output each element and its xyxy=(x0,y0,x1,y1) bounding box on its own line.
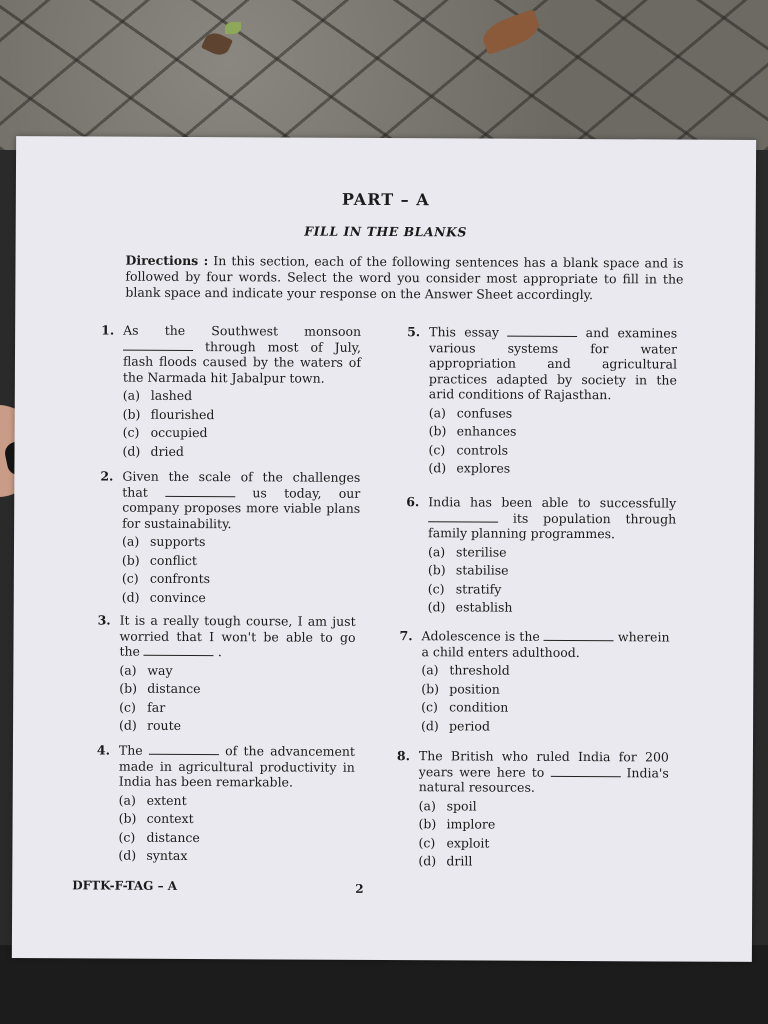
question-7 xyxy=(399,628,670,734)
question-number: 6. xyxy=(406,494,420,510)
directions-label: Directions : xyxy=(125,252,209,269)
answer-blank xyxy=(165,485,235,496)
question-number: 5. xyxy=(407,324,421,340)
directions-paragraph xyxy=(125,253,683,304)
option-label: (a) xyxy=(428,404,446,420)
answer-blank xyxy=(544,630,614,641)
option-c xyxy=(96,829,354,846)
option-text: condition xyxy=(449,699,509,715)
question-2 xyxy=(100,469,361,606)
option-label: (d) xyxy=(421,717,439,733)
question-text-before-blank: Adolescence is the xyxy=(421,628,540,644)
option-text: spoil xyxy=(446,797,477,813)
option-text: controls xyxy=(456,441,509,458)
question-text-after-blank: India's natural resources. xyxy=(418,764,669,795)
option-label: (b) xyxy=(418,816,437,832)
option-d xyxy=(97,718,355,735)
option-a xyxy=(406,544,676,561)
option-label: (a) xyxy=(121,533,140,549)
question-stem xyxy=(100,469,360,532)
option-label: (a) xyxy=(418,797,436,813)
page-content xyxy=(12,136,756,962)
dry-leaf xyxy=(479,9,543,55)
question-stem xyxy=(406,494,676,542)
exam-page xyxy=(12,136,756,962)
question-number: 2. xyxy=(100,468,114,484)
option-text: distance xyxy=(147,680,201,697)
question-8 xyxy=(396,748,669,870)
question-text-after-blank: of the advancement made in agricultural productivity in India has been remarkable. xyxy=(118,743,355,790)
question-number: 8. xyxy=(396,748,411,764)
option-label: (d) xyxy=(427,599,446,615)
option-text: exploit xyxy=(446,834,490,851)
option-a xyxy=(97,662,355,679)
option-label: (b) xyxy=(122,406,141,422)
option-label: (d) xyxy=(118,847,137,863)
option-label: (a) xyxy=(421,662,439,678)
option-b xyxy=(97,810,355,827)
option-label: (d) xyxy=(428,460,447,476)
option-label: (c) xyxy=(421,699,438,715)
option-label: (a) xyxy=(119,662,137,678)
question-text-before-blank: The xyxy=(118,742,143,758)
option-label: (c) xyxy=(427,580,445,596)
option-b xyxy=(407,423,677,440)
option-a xyxy=(100,534,360,551)
question-4 xyxy=(96,742,355,864)
option-label: (a) xyxy=(427,543,446,559)
option-text: supports xyxy=(149,533,206,550)
answer-blank xyxy=(144,645,214,656)
option-text: enhances xyxy=(456,423,517,439)
option-a xyxy=(97,792,355,809)
question-number: 1. xyxy=(101,322,115,338)
option-label: (d) xyxy=(121,589,140,605)
option-c xyxy=(100,571,360,588)
option-label: (d) xyxy=(418,853,437,869)
question-text-before-blank: The British who ruled India for 200 years were here to xyxy=(418,748,669,780)
option-b xyxy=(100,552,360,569)
question-text-before-blank: As the Southwest monsoon xyxy=(123,322,362,339)
question-text-before-blank: It is a really tough course, I am just worried that I won't be able to go the xyxy=(119,612,356,659)
option-c xyxy=(101,425,361,442)
option-label: (c) xyxy=(119,699,136,715)
question-3 xyxy=(97,613,356,735)
question-number: 7. xyxy=(399,628,413,644)
option-label: (b) xyxy=(119,680,138,696)
option-text: syntax xyxy=(146,847,188,863)
option-text: way xyxy=(147,662,173,678)
question-text-after-blank: wherein a child enters adulthood. xyxy=(421,629,670,660)
option-text: stratify xyxy=(455,580,502,597)
option-label: (b) xyxy=(427,562,446,578)
question-text-before-blank: India has been able to successfully xyxy=(428,494,677,511)
option-a xyxy=(397,798,669,815)
question-text-before-blank: Given the scale of the challenges that xyxy=(122,468,361,500)
answer-blank xyxy=(123,339,193,350)
green-leaf xyxy=(225,22,241,34)
answer-blank xyxy=(507,326,577,337)
option-text: explores xyxy=(456,460,511,476)
option-label: (c) xyxy=(122,424,140,440)
option-d xyxy=(406,599,676,616)
option-text: drill xyxy=(446,853,473,869)
question-stem xyxy=(399,628,669,660)
question-text-after-blank: and examines various systems for water appropriation and agricultural practices adapted by society in the arid conditions of Rajasthan. xyxy=(428,325,678,403)
option-text: conflict xyxy=(149,552,197,568)
answer-blank xyxy=(149,744,219,755)
question-stem xyxy=(97,613,355,661)
option-text: implore xyxy=(446,816,496,832)
option-label: (a) xyxy=(118,792,136,808)
option-text: position xyxy=(449,680,500,697)
option-c xyxy=(406,581,676,598)
question-stem xyxy=(97,742,355,790)
page-number: 2 xyxy=(355,881,364,896)
option-a xyxy=(399,662,669,679)
question-text-after-blank: us today, our company proposes more viable plans for sustainability. xyxy=(122,484,361,531)
option-text: lashed xyxy=(150,387,193,403)
option-b xyxy=(406,562,676,579)
question-1 xyxy=(100,323,361,460)
section-title: FILL IN THE BLANKS xyxy=(304,223,468,240)
question-text-after-blank: through most of July, flash floods caused by the waters of the Narmada hit Jabalpur town. xyxy=(122,338,362,386)
option-d xyxy=(100,589,360,606)
option-text: context xyxy=(146,810,194,827)
option-label: (c) xyxy=(418,834,436,850)
option-text: sterilise xyxy=(455,543,507,560)
question-text-after-blank: its population through family planning programmes. xyxy=(428,510,677,542)
option-d xyxy=(96,847,354,864)
option-label: (b) xyxy=(121,552,140,568)
option-text: distance xyxy=(146,829,200,845)
question-6 xyxy=(406,494,677,616)
option-d xyxy=(100,443,360,460)
option-c xyxy=(97,699,355,716)
question-text-before-blank: This essay xyxy=(429,324,500,340)
option-label: (c) xyxy=(121,570,139,586)
directions-text: In this section, each of the following sentences has a blank space and is followed by four words. Select the word you consider most appropriate to fill in the blank space and indicate your response on the Answer Sheet accordingly. xyxy=(125,253,684,303)
option-text: confuses xyxy=(456,404,513,421)
option-text: stabilise xyxy=(455,562,509,578)
option-d xyxy=(406,460,676,477)
option-text: route xyxy=(147,717,182,733)
question-number: 3. xyxy=(97,612,111,628)
option-b xyxy=(101,406,361,423)
option-text: threshold xyxy=(449,662,510,678)
option-label: (b) xyxy=(428,423,447,439)
option-text: occupied xyxy=(150,424,208,441)
question-5 xyxy=(406,324,677,477)
option-label: (b) xyxy=(118,810,137,826)
option-text: convince xyxy=(149,589,206,605)
option-b xyxy=(399,681,669,698)
answer-blank xyxy=(550,765,620,776)
option-d xyxy=(396,853,668,870)
option-label: (c) xyxy=(118,829,136,845)
option-label: (c) xyxy=(428,441,446,457)
option-d xyxy=(399,718,669,735)
option-text: establish xyxy=(455,599,513,615)
option-label: (d) xyxy=(122,443,141,459)
option-c xyxy=(406,442,676,459)
option-text: extent xyxy=(146,792,187,808)
option-c xyxy=(396,835,668,852)
answer-blank xyxy=(428,511,498,522)
option-text: confronts xyxy=(149,570,211,587)
question-stem xyxy=(407,324,677,403)
part-title: PART – A xyxy=(341,189,430,210)
option-text: dried xyxy=(150,443,184,459)
question-text-after-blank: . xyxy=(217,644,222,660)
option-label: (d) xyxy=(119,717,137,733)
option-text: far xyxy=(147,699,166,715)
option-a xyxy=(407,405,677,422)
question-number: 4. xyxy=(96,742,111,758)
option-a xyxy=(101,388,361,405)
option-b xyxy=(97,681,355,698)
option-c xyxy=(399,699,669,716)
option-text: flourished xyxy=(150,406,215,422)
question-stem xyxy=(101,323,361,386)
option-b xyxy=(397,816,669,833)
option-label: (a) xyxy=(122,387,141,403)
stone-pavement-background xyxy=(0,0,768,150)
footer-code: DFTK-F-TAG – A xyxy=(72,878,178,893)
option-text: period xyxy=(449,717,491,734)
option-label: (b) xyxy=(421,680,440,696)
question-stem xyxy=(397,748,669,796)
